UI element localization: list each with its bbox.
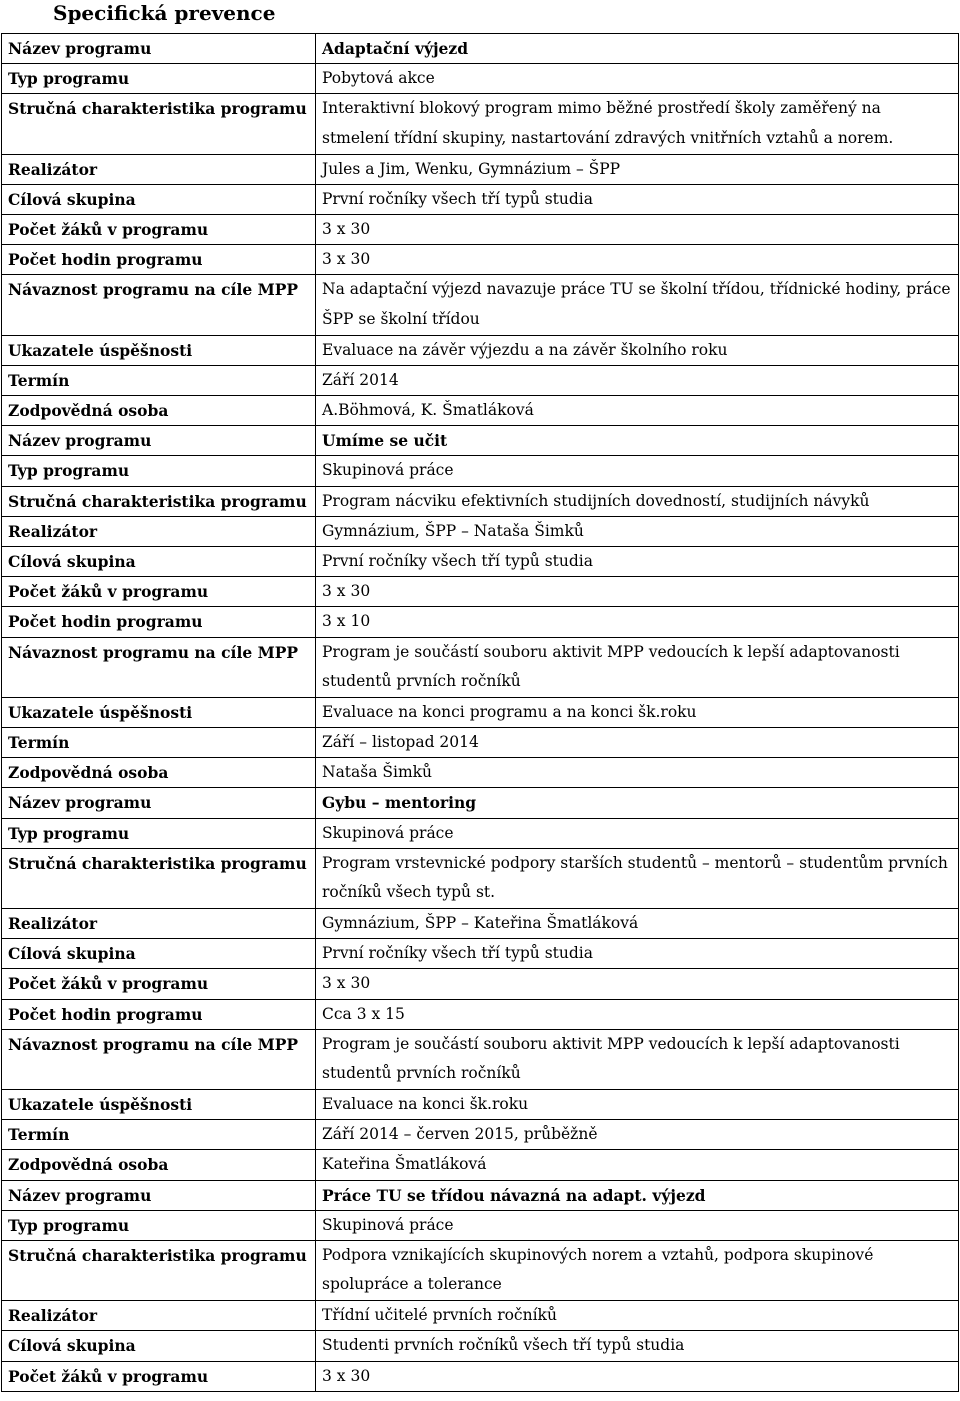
table-row xyxy=(2,999,959,1029)
program-name: Práce TU se třídou návazná na adapt. výjezd xyxy=(316,1180,959,1210)
row-value: Na adaptační výjezd navazuje práce TU se školní třídou, třídnické hodiny, práce ŠPP se školní třídou xyxy=(316,275,959,335)
row-value: Skupinová práce xyxy=(316,1210,959,1240)
row-value: A.Böhmová, K. Šmatláková xyxy=(316,396,959,426)
table-row xyxy=(2,1241,959,1301)
table-row xyxy=(2,456,959,486)
row-label: Zodpovědná osoba xyxy=(2,758,316,788)
row-value: Jules a Jim, Wenku, Gymnázium – ŠPP xyxy=(316,154,959,184)
table-row xyxy=(2,939,959,969)
row-label: Stručná charakteristika programu xyxy=(2,486,316,516)
table-row xyxy=(2,607,959,637)
row-label: Zodpovědná osoba xyxy=(2,1150,316,1180)
table-row xyxy=(2,34,959,64)
row-value: Nataša Šimků xyxy=(316,758,959,788)
row-value: Program je součástí souboru aktivit MPP vedoucích k lepší adaptovanosti studentů prvních ročníků xyxy=(316,637,959,697)
row-label: Ukazatele úspěšnosti xyxy=(2,697,316,727)
table-row xyxy=(2,215,959,245)
program-name: Adaptační výjezd xyxy=(316,34,959,64)
row-label: Stručná charakteristika programu xyxy=(2,848,316,908)
row-value: Skupinová práce xyxy=(316,456,959,486)
row-value: První ročníky všech tří typů studia xyxy=(316,939,959,969)
table-row xyxy=(2,1301,959,1331)
row-label: Termín xyxy=(2,728,316,758)
row-label: Název programu xyxy=(2,34,316,64)
table-row xyxy=(2,637,959,697)
row-label: Typ programu xyxy=(2,64,316,94)
row-label: Počet žáků v programu xyxy=(2,215,316,245)
table-row xyxy=(2,758,959,788)
row-value: Gymnázium, ŠPP – Kateřina Šmatláková xyxy=(316,909,959,939)
row-label: Cílová skupina xyxy=(2,184,316,214)
page-title: Specifická prevence xyxy=(53,1,276,25)
table-row xyxy=(2,697,959,727)
table-row xyxy=(2,788,959,818)
program-table-body xyxy=(2,34,959,1392)
row-label: Počet žáků v programu xyxy=(2,969,316,999)
table-row xyxy=(2,1150,959,1180)
row-label: Realizátor xyxy=(2,1301,316,1331)
table-row xyxy=(2,94,959,154)
table-row xyxy=(2,547,959,577)
program-table xyxy=(1,33,959,1392)
table-row xyxy=(2,335,959,365)
row-value: Cca 3 x 15 xyxy=(316,999,959,1029)
row-value: 3 x 30 xyxy=(316,215,959,245)
row-value: Program je součástí souboru aktivit MPP vedoucích k lepší adaptovanosti studentů prvních ročníků xyxy=(316,1029,959,1089)
row-label: Termín xyxy=(2,1120,316,1150)
row-label: Název programu xyxy=(2,1180,316,1210)
row-value: Třídní učitelé prvních ročníků xyxy=(316,1301,959,1331)
table-row xyxy=(2,275,959,335)
row-value: 3 x 10 xyxy=(316,607,959,637)
table-row xyxy=(2,969,959,999)
row-label: Realizátor xyxy=(2,154,316,184)
table-row xyxy=(2,1180,959,1210)
row-value: Skupinová práce xyxy=(316,818,959,848)
row-value: Podpora vznikajících skupinových norem a vztahů, podpora skupinové spolupráce a tolerance xyxy=(316,1241,959,1301)
table-row xyxy=(2,64,959,94)
row-label: Počet žáků v programu xyxy=(2,577,316,607)
row-label: Návaznost programu na cíle MPP xyxy=(2,275,316,335)
table-row xyxy=(2,184,959,214)
table-row xyxy=(2,1029,959,1089)
row-label: Realizátor xyxy=(2,516,316,546)
table-row xyxy=(2,1331,959,1361)
table-row xyxy=(2,728,959,758)
table-row xyxy=(2,1361,959,1391)
table-row xyxy=(2,154,959,184)
table-row xyxy=(2,426,959,456)
row-value: 3 x 30 xyxy=(316,577,959,607)
row-label: Stručná charakteristika programu xyxy=(2,1241,316,1301)
row-label: Název programu xyxy=(2,788,316,818)
row-label: Cílová skupina xyxy=(2,939,316,969)
table-row xyxy=(2,486,959,516)
row-value: 3 x 30 xyxy=(316,245,959,275)
row-label: Počet žáků v programu xyxy=(2,1361,316,1391)
row-label: Počet hodin programu xyxy=(2,607,316,637)
row-value: Kateřina Šmatláková xyxy=(316,1150,959,1180)
table-row xyxy=(2,365,959,395)
table-row xyxy=(2,245,959,275)
row-label: Počet hodin programu xyxy=(2,999,316,1029)
row-value: 3 x 30 xyxy=(316,969,959,999)
row-label: Počet hodin programu xyxy=(2,245,316,275)
row-value: Program vrstevnické podpory starších studentů – mentorů – studentům prvních ročníků všech typů st. xyxy=(316,848,959,908)
row-label: Návaznost programu na cíle MPP xyxy=(2,1029,316,1089)
table-row xyxy=(2,577,959,607)
row-label: Ukazatele úspěšnosti xyxy=(2,335,316,365)
row-value: Evaluace na konci šk.roku xyxy=(316,1090,959,1120)
row-value: Interaktivní blokový program mimo běžné prostředí školy zaměřený na stmelení třídní skupiny, nastartování zdravých vnitřních vztahů a norem. xyxy=(316,94,959,154)
table-row xyxy=(2,1120,959,1150)
row-label: Typ programu xyxy=(2,456,316,486)
row-value: Pobytová akce xyxy=(316,64,959,94)
table-row xyxy=(2,909,959,939)
row-value: Září – listopad 2014 xyxy=(316,728,959,758)
row-value: Září 2014 – červen 2015, průběžně xyxy=(316,1120,959,1150)
table-row xyxy=(2,1210,959,1240)
table-row xyxy=(2,818,959,848)
row-label: Typ programu xyxy=(2,1210,316,1240)
table-row xyxy=(2,396,959,426)
table-row xyxy=(2,848,959,908)
row-value: Září 2014 xyxy=(316,365,959,395)
row-label: Zodpovědná osoba xyxy=(2,396,316,426)
row-label: Cílová skupina xyxy=(2,547,316,577)
row-value: Program nácviku efektivních studijních dovedností, studijních návyků xyxy=(316,486,959,516)
row-value: Evaluace na konci programu a na konci šk.roku xyxy=(316,697,959,727)
row-label: Termín xyxy=(2,365,316,395)
row-label: Stručná charakteristika programu xyxy=(2,94,316,154)
row-label: Ukazatele úspěšnosti xyxy=(2,1090,316,1120)
row-value: První ročníky všech tří typů studia xyxy=(316,184,959,214)
table-row xyxy=(2,516,959,546)
row-label: Typ programu xyxy=(2,818,316,848)
row-label: Realizátor xyxy=(2,909,316,939)
row-value: Gymnázium, ŠPP – Nataša Šimků xyxy=(316,516,959,546)
program-name: Umíme se učit xyxy=(316,426,959,456)
program-name: Gybu – mentoring xyxy=(316,788,959,818)
row-label: Návaznost programu na cíle MPP xyxy=(2,637,316,697)
row-value: 3 x 30 xyxy=(316,1361,959,1391)
row-label: Název programu xyxy=(2,426,316,456)
table-row xyxy=(2,1090,959,1120)
row-value: Studenti prvních ročníků všech tří typů studia xyxy=(316,1331,959,1361)
row-value: Evaluace na závěr výjezdu a na závěr školního roku xyxy=(316,335,959,365)
row-label: Cílová skupina xyxy=(2,1331,316,1361)
row-value: První ročníky všech tří typů studia xyxy=(316,547,959,577)
